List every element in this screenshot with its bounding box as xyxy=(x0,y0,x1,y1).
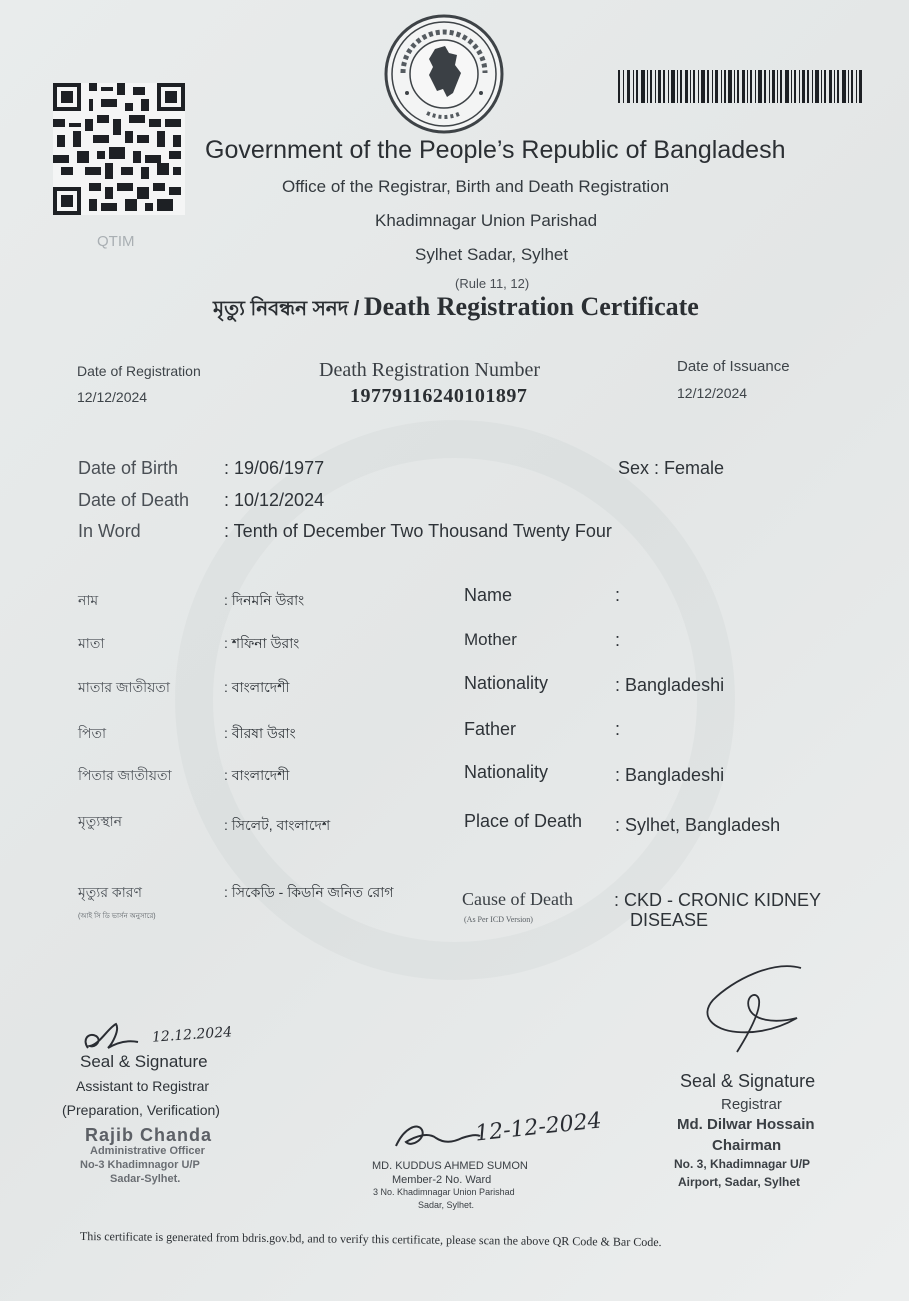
right-signatory-name: Md. Dilwar Hossain xyxy=(677,1116,815,1133)
registration-number-label: Death Registration Number xyxy=(319,359,541,381)
father-bn-label: পিতা xyxy=(78,725,107,741)
left-office: No-3 Khadimnagor U/P xyxy=(80,1159,200,1171)
cause-en-note: (As Per ICD Version) xyxy=(464,915,533,924)
cause-en-value-line2: DISEASE xyxy=(630,910,709,930)
father-en-value: : xyxy=(615,719,621,739)
barcode xyxy=(618,70,864,103)
right-designation: Chairman xyxy=(712,1137,782,1154)
left-designation: Administrative Officer xyxy=(90,1145,205,1157)
mother-nationality-bn-value: : বাংলাদেশী xyxy=(224,679,290,695)
footer-note: This certificate is generated from bdris.gov.bd, and to verify this certificate, please scan the above QR Code & Bar Code. xyxy=(79,1229,662,1250)
qr-caption: QTIM xyxy=(97,233,135,250)
government-title: Government of the People’s Republic of Bangladesh xyxy=(205,136,786,164)
registration-date-label: Date of Registration xyxy=(77,363,201,379)
mother-en-value: : xyxy=(615,630,621,650)
mother-en-label: Mother xyxy=(464,630,517,649)
left-signatory-name: Rajib Chanda xyxy=(85,1125,213,1145)
registration-date: 12/12/2024 xyxy=(77,389,148,405)
name-en-value: : xyxy=(615,585,621,605)
qr-code xyxy=(53,82,185,216)
cause-bn-note: (আই সি ডি ভার্সন অনুসারে) xyxy=(78,913,156,920)
mother-bn-value: : শফিনা উরাং xyxy=(224,635,300,651)
dod-value: : 10/12/2024 xyxy=(224,490,325,510)
left-office-line2: Sadar-Sylhet. xyxy=(110,1173,181,1185)
father-nationality-en-label: Nationality xyxy=(464,762,549,782)
cause-bn-label: মৃত্যুর কারণ xyxy=(78,884,142,900)
inword-label: In Word xyxy=(78,521,141,541)
registration-number: 19779116240101897 xyxy=(350,385,528,407)
father-nationality-bn-label: পিতার জাতীয়তা xyxy=(78,767,172,783)
dob-value: : 19/06/1977 xyxy=(224,458,325,478)
place-bn-label: মৃত্যুস্থান xyxy=(78,813,123,829)
district-name: Sylhet Sadar, Sylhet xyxy=(415,245,569,264)
middle-signature-mark xyxy=(392,1118,482,1158)
inword-value: : Tenth of December Two Thousand Twenty Four xyxy=(224,521,612,541)
place-bn-value: : সিলেট, বাংলাদেশ xyxy=(224,817,331,833)
right-office: No. 3, Khadimnagar U/P xyxy=(674,1157,811,1171)
father-nationality-en-value: : Bangladeshi xyxy=(615,765,725,785)
left-seal-title: Seal & Signature xyxy=(80,1052,208,1071)
middle-role: Member-2 No. Ward xyxy=(392,1174,492,1186)
middle-signatory-name: MD. KUDDUS AHMED SUMON xyxy=(372,1160,528,1172)
name-bn-label: নাম xyxy=(78,592,99,608)
issuance-date-label: Date of Issuance xyxy=(677,358,790,375)
mother-nationality-bn-label: মাতার জাতীয়তা xyxy=(78,679,170,695)
rule-reference: (Rule 11, 12) xyxy=(455,276,530,291)
dod-label: Date of Death xyxy=(78,490,190,510)
place-en-label: Place of Death xyxy=(464,811,583,831)
name-bn-value: : দিনমনি উরাং xyxy=(224,592,305,608)
mother-nationality-en-value: : Bangladeshi xyxy=(615,675,725,695)
mother-bn-label: মাতা xyxy=(78,635,105,651)
middle-handwritten-date: 12-12-2024 xyxy=(474,1108,603,1147)
government-seal xyxy=(383,13,505,135)
left-handwritten-date: 12.12.2024 xyxy=(151,1024,233,1046)
cause-en-value-line1: : CKD - CRONIC KIDNEY xyxy=(614,890,822,910)
union-name: Khadimnagar Union Parishad xyxy=(375,211,598,230)
right-office-line2: Airport, Sadar, Sylhet xyxy=(678,1175,801,1189)
middle-office-line2: Sadar, Sylhet. xyxy=(418,1200,475,1210)
dob-label: Date of Birth xyxy=(78,458,179,478)
certificate-title-en: Death Registration Certificate xyxy=(363,292,699,321)
certificate-title-bn: মৃত্যু নিবন্ধন সনদ / xyxy=(213,298,360,320)
left-role-detail: (Preparation, Verification) xyxy=(62,1102,220,1118)
father-en-label: Father xyxy=(464,719,517,739)
cause-en-label: Cause of Death xyxy=(462,889,573,909)
left-role: Assistant to Registrar xyxy=(76,1078,210,1094)
sex-value: Sex : Female xyxy=(618,458,725,478)
right-seal-title: Seal & Signature xyxy=(680,1071,816,1091)
right-signature-mark xyxy=(693,960,813,1060)
mother-nationality-en-label: Nationality xyxy=(464,673,549,693)
certificate-title xyxy=(213,292,699,327)
father-nationality-bn-value: : বাংলাদেশী xyxy=(224,767,290,783)
name-en-label: Name xyxy=(464,585,513,605)
place-en-value: : Sylhet, Bangladesh xyxy=(615,815,781,835)
issuance-date: 12/12/2024 xyxy=(677,385,748,401)
father-bn-value: : বীরষা উরাং xyxy=(224,725,296,741)
cause-bn-value: : সিকেডি - কিডনি জনিত রোগ xyxy=(224,884,394,900)
office-title: Office of the Registrar, Birth and Death Registration xyxy=(282,177,670,196)
middle-office: 3 No. Khadimnagar Union Parishad xyxy=(373,1187,515,1197)
right-role: Registrar xyxy=(721,1096,782,1113)
